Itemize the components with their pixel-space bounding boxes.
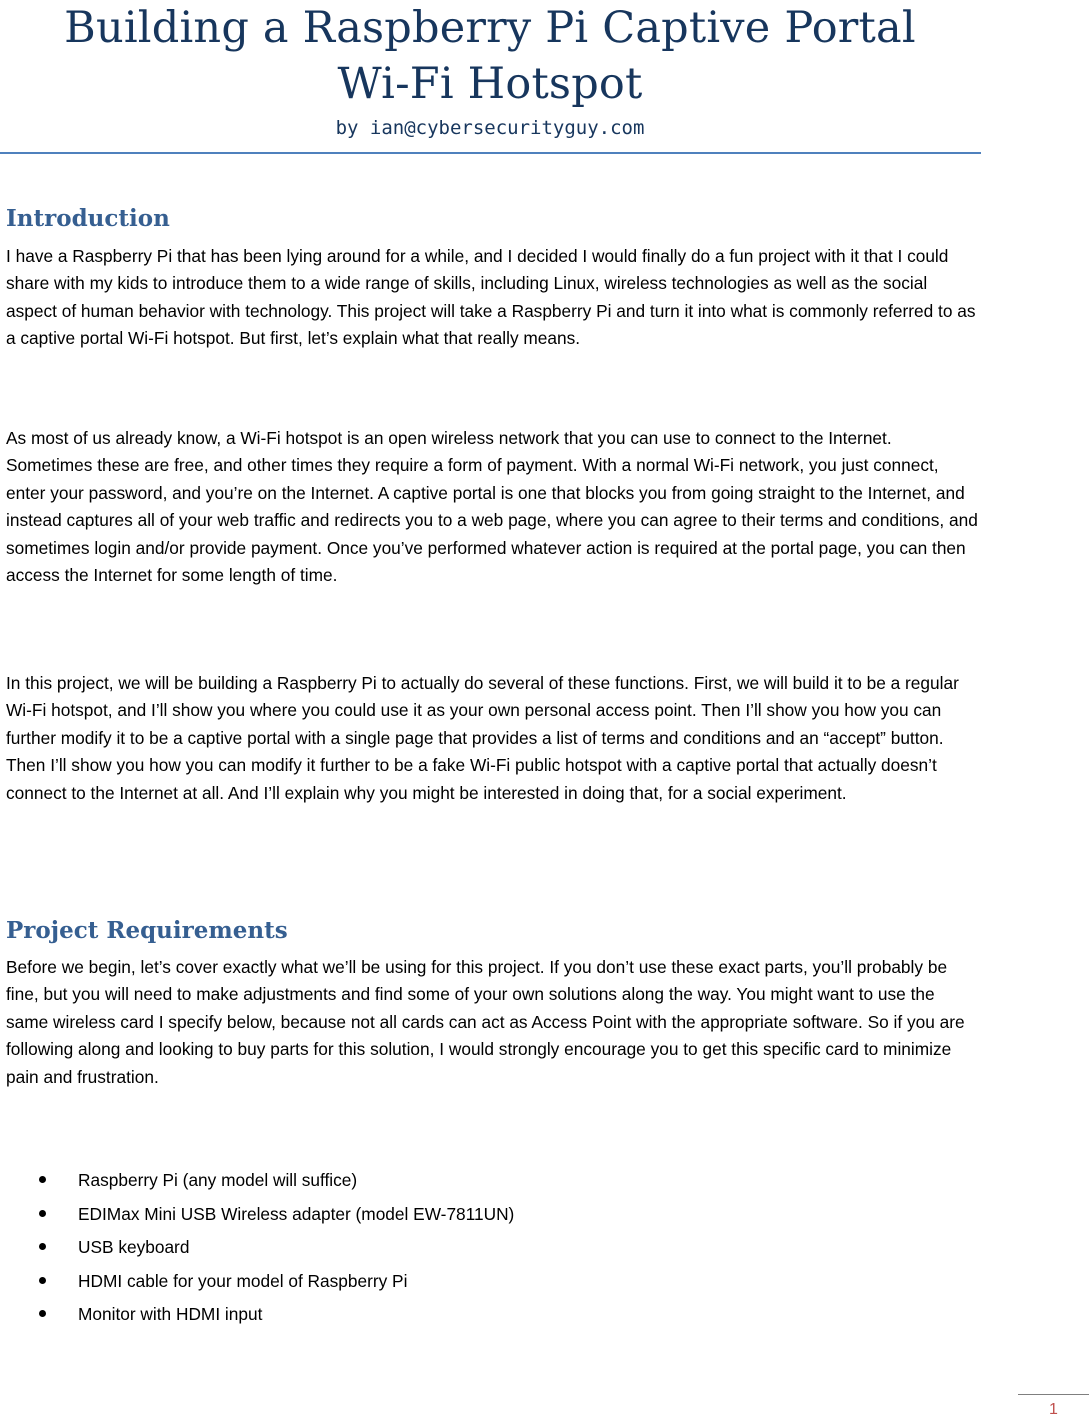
bullet-icon [39,1310,46,1317]
title-line-1: Building a Raspberry Pi Captive Portal [64,3,916,53]
list-item-text: Monitor with HDMI input [78,1304,263,1325]
list-item-text: EDIMax Mini USB Wireless adapter (model EW-7811UN) [78,1203,515,1224]
list-item [0,1301,514,1335]
bullet-icon [39,1176,46,1183]
introduction-heading: Introduction [6,205,170,232]
list-item-text: Raspberry Pi (any model will suffice) [78,1170,358,1190]
list-item-text: HDMI cable for your model of Raspberry Pi [78,1270,408,1291]
author-byline: by ian@cybersecurityguy.com [335,117,645,139]
list-item [0,1201,514,1235]
requirements-heading: Project Requirements [6,917,288,944]
title-divider [0,152,981,154]
page-number: 1 [1049,1401,1058,1418]
bullet-icon [39,1243,46,1250]
bullet-icon [39,1277,46,1284]
list-item-text: USB keyboard [78,1237,190,1258]
document-title [0,0,980,112]
intro-paragraph-1: I have a Raspberry Pi that has been lying around for a while, and I decided I would finally do a fun project with it that I could share with my kids to introduce them to a wide range of skills, including Linux, wireless technologies as well as the social aspect of human behavior with technology. This project will take a Raspberry Pi and turn it into what is commonly referred to as a captive portal Wi-Fi hotspot. But first, let’s explain what that really means. [6,246,976,349]
intro-paragraph-2: As most of us already know, a Wi-Fi hotspot is an open wireless network that you can use to connect to the Internet. Sometimes these are free, and other times they require a form of payment. With a normal Wi-Fi network, you just connect, enter your password, and you’re on the Internet. A captive portal is one that blocks you from going straight to the Internet, and instead captures all of your web traffic and redirects you to a web page, where you can agree to their terms and conditions, and sometimes login and/or provide payment. Once you’ve performed whatever action is required at the portal page, you can then access the Internet for some length of time. [6,428,978,586]
title-line-2: Wi-Fi Hotspot [337,59,643,109]
list-item [0,1167,514,1201]
footer-divider [1018,1394,1089,1395]
list-item [0,1234,514,1268]
list-item [0,1268,514,1302]
requirements-list [0,1167,514,1335]
requirements-paragraph: Before we begin, let’s cover exactly what we’ll be using for this project. If you don’t use these exact parts, you’ll probably be fine, but you will need to make adjustments and find some of your own solutions along the way. You might want to use the same wireless card I specify below, because not all cards can act as Access Point with the appropriate software. So if you are following along and looking to buy parts for this solution, I would strongly encourage you to get this specific card to minimize pain and frustration. [6,957,965,1087]
intro-paragraph-3: In this project, we will be building a Raspberry Pi to actually do several of these functions. First, we will build it to be a regular Wi-Fi hotspot, and I’ll show you where you could use it as your own personal access point. Then I’ll show you how you can further modify it to be a captive portal with a single page that provides a list of terms and conditions and an “accept” button. Then I’ll show you how you can modify it further to be a fake Wi-Fi public hotspot with a captive portal that actually doesn’t connect to the Internet at all. And I’ll explain why you might be interested in doing that, for a social experiment. [6,673,959,803]
bullet-icon [39,1210,46,1217]
title-block [0,0,980,141]
